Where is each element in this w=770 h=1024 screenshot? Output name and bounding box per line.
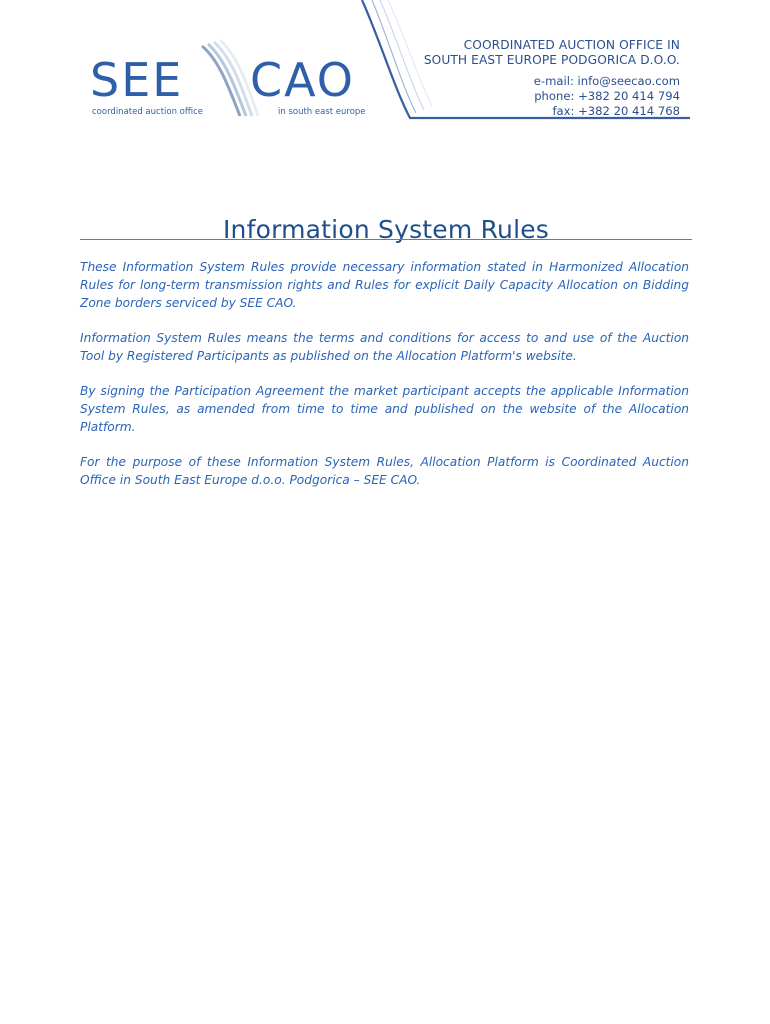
contact-email[interactable]: e-mail: info@seecao.com <box>533 74 680 88</box>
company-name-line1: COORDINATED AUCTION OFFICE IN <box>463 38 680 52</box>
logo-tagline-left: coordinated auction office <box>92 107 204 117</box>
company-name-line2: SOUTH EAST EUROPE PODGORICA D.O.O. <box>423 53 680 67</box>
logo-wordmark-cao: CAO <box>250 53 355 107</box>
logo-tagline-right: in south east europe <box>278 107 366 117</box>
paragraph: By signing the Participation Agreement the market participant accepts the applicable Information System Rules, as amended from time to time and published on the website of the Allocation Platform. <box>80 384 689 434</box>
letterhead <box>0 0 770 130</box>
document-body <box>80 258 689 506</box>
paragraph: For the purpose of these Information System Rules, Allocation Platform is Coordinated Auction Office in South East Europe d.o.o. Podgorica – SEE CAO. <box>80 455 689 487</box>
contact-block <box>380 38 680 119</box>
logo-wordmark-see: SEE <box>90 53 184 107</box>
paragraph: Information System Rules means the terms and conditions for access to and use of the Auction Tool by Registered Participants as published on the Allocation Platform's website. <box>80 331 689 363</box>
contact-fax: fax: +382 20 414 768 <box>552 104 680 118</box>
paragraph: These Information System Rules provide necessary information stated in Harmonized Allocation Rules for long-term transmission rights and Rules for explicit Daily Capacity Allocation on Bidding Zone borders serviced by SEE CAO. <box>80 260 689 310</box>
contact-phone: phone: +382 20 414 794 <box>534 89 680 103</box>
document-title: Information System Rules <box>222 214 550 244</box>
title-divider <box>80 239 692 240</box>
seecao-logo <box>80 36 380 122</box>
